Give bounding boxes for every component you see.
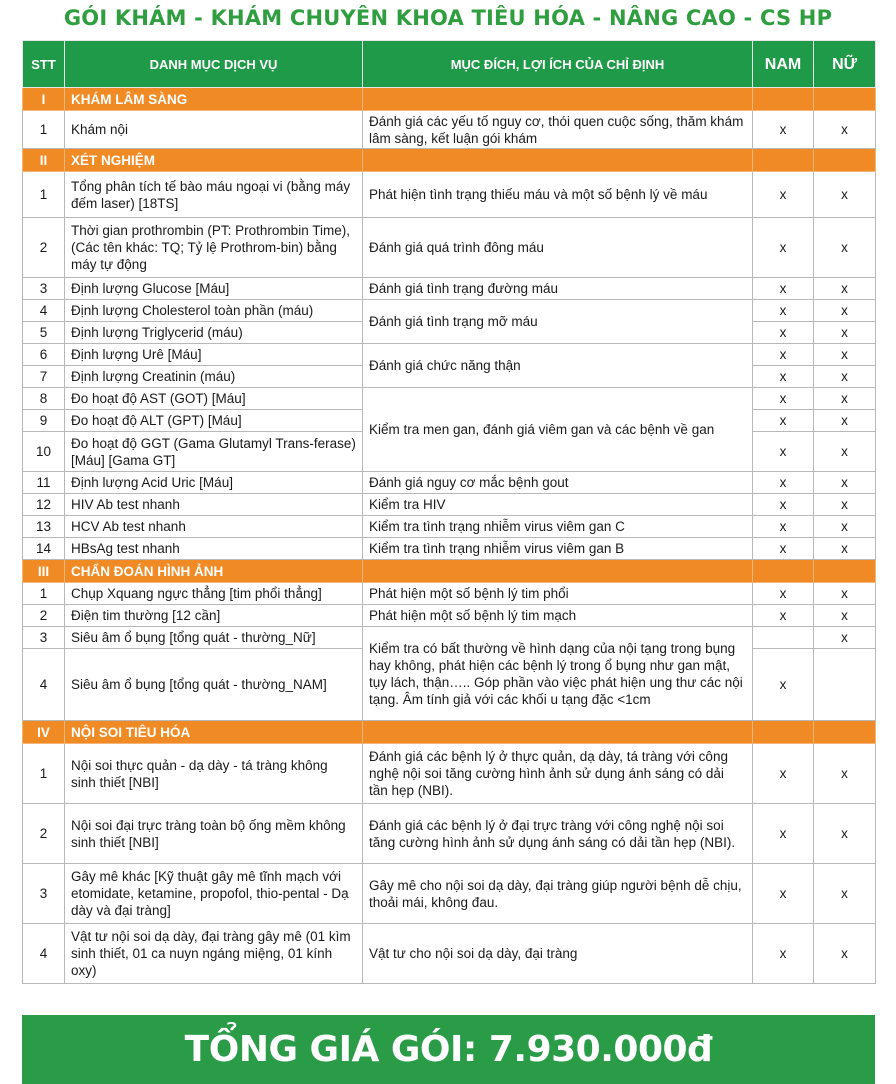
header-stt: STT bbox=[23, 41, 65, 88]
row-female: x bbox=[814, 172, 876, 218]
section-row bbox=[23, 88, 876, 111]
row-stt: 1 bbox=[23, 172, 65, 218]
row-service: Tổng phân tích tế bào máu ngoại vi (bằng máy đếm laser) [18TS] bbox=[65, 172, 363, 218]
row-female: x bbox=[814, 388, 876, 410]
table-row bbox=[23, 605, 876, 627]
row-stt: 13 bbox=[23, 516, 65, 538]
section-row bbox=[23, 721, 876, 744]
row-service: Định lượng Urê [Máu] bbox=[65, 344, 363, 366]
row-female: x bbox=[814, 516, 876, 538]
row-stt: 3 bbox=[23, 278, 65, 300]
section-name: KHÁM LÂM SÀNG bbox=[65, 88, 363, 111]
row-male: x bbox=[753, 218, 814, 278]
row-stt: 4 bbox=[23, 300, 65, 322]
row-purpose: Kiểm tra men gan, đánh giá viêm gan và các bệnh về gan bbox=[363, 388, 753, 472]
total-price-banner: TỔNG GIÁ GÓI: 7.930.000đ bbox=[22, 1015, 875, 1084]
section-name: CHẨN ĐOÁN HÌNH ẢNH bbox=[65, 560, 363, 583]
row-stt: 14 bbox=[23, 538, 65, 560]
table-header bbox=[23, 41, 876, 88]
row-stt: 3 bbox=[23, 864, 65, 924]
row-purpose: Phát hiện một số bệnh lý tim phổi bbox=[363, 583, 753, 605]
row-male: x bbox=[753, 494, 814, 516]
row-male: x bbox=[753, 605, 814, 627]
row-service: Siêu âm ổ bụng [tổng quát - thường_NAM] bbox=[65, 649, 363, 721]
row-female: x bbox=[814, 410, 876, 432]
table-row bbox=[23, 864, 876, 924]
row-male: x bbox=[753, 924, 814, 984]
service-table bbox=[22, 40, 876, 984]
row-stt: 5 bbox=[23, 322, 65, 344]
table-row bbox=[23, 344, 876, 366]
section-number: I bbox=[23, 88, 65, 111]
row-stt: 2 bbox=[23, 218, 65, 278]
row-stt: 11 bbox=[23, 472, 65, 494]
table-row bbox=[23, 627, 876, 649]
table-row bbox=[23, 388, 876, 410]
row-stt: 9 bbox=[23, 410, 65, 432]
row-purpose: Vật tư cho nội soi dạ dày, đại tràng bbox=[363, 924, 753, 984]
table-row bbox=[23, 278, 876, 300]
row-male: x bbox=[753, 278, 814, 300]
row-purpose: Kiểm tra có bất thường về hình dạng của nội tạng trong bụng hay không, phát hiện các bệnh lý trong ổ bụng như gan mật, tụy lách, thận….. Góp phần vào việc phát hiện ung thư các nội tạng. Âm tính giả với các khối u tạng đặc <1cm bbox=[363, 627, 753, 721]
table-row bbox=[23, 218, 876, 278]
table-row bbox=[23, 583, 876, 605]
row-male: x bbox=[753, 366, 814, 388]
row-stt: 7 bbox=[23, 366, 65, 388]
row-purpose: Đánh giá các bệnh lý ở đại trực tràng với công nghệ nội soi tăng cường hình ảnh sử dụng ánh sáng có dải tần hẹp (NBI). bbox=[363, 804, 753, 864]
row-female: x bbox=[814, 864, 876, 924]
table-row bbox=[23, 494, 876, 516]
row-stt: 12 bbox=[23, 494, 65, 516]
row-female: x bbox=[814, 494, 876, 516]
row-female: x bbox=[814, 278, 876, 300]
row-male: x bbox=[753, 322, 814, 344]
row-service: Điện tim thường [12 cần] bbox=[65, 605, 363, 627]
row-stt: 1 bbox=[23, 744, 65, 804]
row-service: Khám nội bbox=[65, 111, 363, 149]
row-purpose: Phát hiện một số bệnh lý tim mạch bbox=[363, 605, 753, 627]
row-male: x bbox=[753, 388, 814, 410]
row-purpose: Đánh giá các bệnh lý ở thực quản, dạ dày, tá tràng với công nghệ nội soi tăng cường hình ảnh sử dụng ánh sáng có dải tần hẹp (NBI). bbox=[363, 744, 753, 804]
table-row bbox=[23, 172, 876, 218]
row-female: x bbox=[814, 111, 876, 149]
row-purpose: Kiểm tra tình trạng nhiễm virus viêm gan B bbox=[363, 538, 753, 560]
row-service: HIV Ab test nhanh bbox=[65, 494, 363, 516]
row-male bbox=[753, 627, 814, 649]
row-male: x bbox=[753, 300, 814, 322]
row-purpose: Đánh giá tình trạng mỡ máu bbox=[363, 300, 753, 344]
row-female: x bbox=[814, 432, 876, 472]
row-service: HBsAg test nhanh bbox=[65, 538, 363, 560]
row-service: Nội soi đại trực tràng toàn bộ ống mềm không sinh thiết [NBI] bbox=[65, 804, 363, 864]
row-female: x bbox=[814, 924, 876, 984]
row-service: Định lượng Glucose [Máu] bbox=[65, 278, 363, 300]
row-stt: 4 bbox=[23, 924, 65, 984]
row-stt: 8 bbox=[23, 388, 65, 410]
section-number: IV bbox=[23, 721, 65, 744]
section-name: NỘI SOI TIÊU HÓA bbox=[65, 721, 363, 744]
header-purpose: MỤC ĐÍCH, LỢI ÍCH CỦA CHỈ ĐỊNH bbox=[363, 41, 753, 88]
row-female: x bbox=[814, 744, 876, 804]
table-row bbox=[23, 538, 876, 560]
row-male: x bbox=[753, 649, 814, 721]
row-purpose: Đánh giá tình trạng đường máu bbox=[363, 278, 753, 300]
row-female bbox=[814, 649, 876, 721]
row-male: x bbox=[753, 744, 814, 804]
row-female: x bbox=[814, 300, 876, 322]
row-service: Nội soi thực quản - dạ dày - tá tràng không sinh thiết [NBI] bbox=[65, 744, 363, 804]
row-stt: 10 bbox=[23, 432, 65, 472]
row-service: Đo hoạt độ ALT (GPT) [Máu] bbox=[65, 410, 363, 432]
row-purpose: Đánh giá nguy cơ mắc bệnh gout bbox=[363, 472, 753, 494]
row-stt: 2 bbox=[23, 605, 65, 627]
row-female: x bbox=[814, 472, 876, 494]
table-row bbox=[23, 472, 876, 494]
row-service: Chụp Xquang ngực thẳng [tim phổi thẳng] bbox=[65, 583, 363, 605]
table-row bbox=[23, 744, 876, 804]
row-male: x bbox=[753, 432, 814, 472]
table-row bbox=[23, 804, 876, 864]
row-service: Gây mê khác [Kỹ thuật gây mê tĩnh mạch với etomidate, ketamine, propofol, thio-pental - Dạ dày và đại tràng] bbox=[65, 864, 363, 924]
row-female: x bbox=[814, 218, 876, 278]
row-service: Định lượng Acid Uric [Máu] bbox=[65, 472, 363, 494]
row-service: Định lượng Cholesterol toàn phần (máu) bbox=[65, 300, 363, 322]
row-stt: 2 bbox=[23, 804, 65, 864]
row-service: Định lượng Creatinin (máu) bbox=[65, 366, 363, 388]
row-stt: 1 bbox=[23, 111, 65, 149]
row-purpose: Kiểm tra HIV bbox=[363, 494, 753, 516]
row-purpose: Phát hiện tình trạng thiếu máu và một số bệnh lý về máu bbox=[363, 172, 753, 218]
header-female: NỮ bbox=[814, 41, 876, 88]
row-male: x bbox=[753, 410, 814, 432]
row-stt: 1 bbox=[23, 583, 65, 605]
row-purpose: Đánh giá quá trình đông máu bbox=[363, 218, 753, 278]
header-service: DANH MỤC DỊCH VỤ bbox=[65, 41, 363, 88]
section-number: II bbox=[23, 149, 65, 172]
row-male: x bbox=[753, 583, 814, 605]
row-service: HCV Ab test nhanh bbox=[65, 516, 363, 538]
row-male: x bbox=[753, 804, 814, 864]
section-row bbox=[23, 149, 876, 172]
row-service: Đo hoạt độ AST (GOT) [Máu] bbox=[65, 388, 363, 410]
row-stt: 3 bbox=[23, 627, 65, 649]
row-male: x bbox=[753, 344, 814, 366]
row-male: x bbox=[753, 516, 814, 538]
row-stt: 4 bbox=[23, 649, 65, 721]
header-male: NAM bbox=[753, 41, 814, 88]
row-stt: 6 bbox=[23, 344, 65, 366]
section-number: III bbox=[23, 560, 65, 583]
row-female: x bbox=[814, 322, 876, 344]
row-female: x bbox=[814, 605, 876, 627]
row-male: x bbox=[753, 472, 814, 494]
row-female: x bbox=[814, 627, 876, 649]
row-female: x bbox=[814, 538, 876, 560]
row-male: x bbox=[753, 111, 814, 149]
section-name: XÉT NGHIỆM bbox=[65, 149, 363, 172]
row-female: x bbox=[814, 583, 876, 605]
row-purpose: Đánh giá chức năng thận bbox=[363, 344, 753, 388]
row-female: x bbox=[814, 344, 876, 366]
row-male: x bbox=[753, 172, 814, 218]
row-service: Định lượng Triglycerid (máu) bbox=[65, 322, 363, 344]
page-title: GÓI KHÁM - KHÁM CHUYÊN KHOA TIÊU HÓA - NÂNG CAO - CS HP bbox=[63, 6, 833, 30]
row-service: Đo hoạt độ GGT (Gama Glutamyl Trans-ferase) [Máu] [Gama GT] bbox=[65, 432, 363, 472]
table-row bbox=[23, 300, 876, 322]
row-male: x bbox=[753, 538, 814, 560]
row-purpose: Kiểm tra tình trạng nhiễm virus viêm gan C bbox=[363, 516, 753, 538]
row-service: Vật tư nội soi dạ dày, đại tràng gây mê (01 kìm sinh thiết, 01 ca nuyn ngáng miệng, 01 kính oxy) bbox=[65, 924, 363, 984]
row-purpose: Đánh giá các yếu tố nguy cơ, thói quen cuộc sống, thăm khám lâm sàng, kết luận gói khám bbox=[363, 111, 753, 149]
row-service: Siêu âm ổ bụng [tổng quát - thường_Nữ] bbox=[65, 627, 363, 649]
row-male: x bbox=[753, 864, 814, 924]
table-row bbox=[23, 111, 876, 149]
row-purpose: Gây mê cho nội soi dạ dày, đại tràng giúp người bệnh dễ chịu, thoải mái, không đau. bbox=[363, 864, 753, 924]
row-female: x bbox=[814, 366, 876, 388]
table-row bbox=[23, 924, 876, 984]
row-service: Thời gian prothrombin (PT: Prothrombin Time), (Các tên khác: TQ; Tỷ lệ Prothrom-bin) bằng máy tự động bbox=[65, 218, 363, 278]
row-female: x bbox=[814, 804, 876, 864]
section-row bbox=[23, 560, 876, 583]
table-row bbox=[23, 516, 876, 538]
